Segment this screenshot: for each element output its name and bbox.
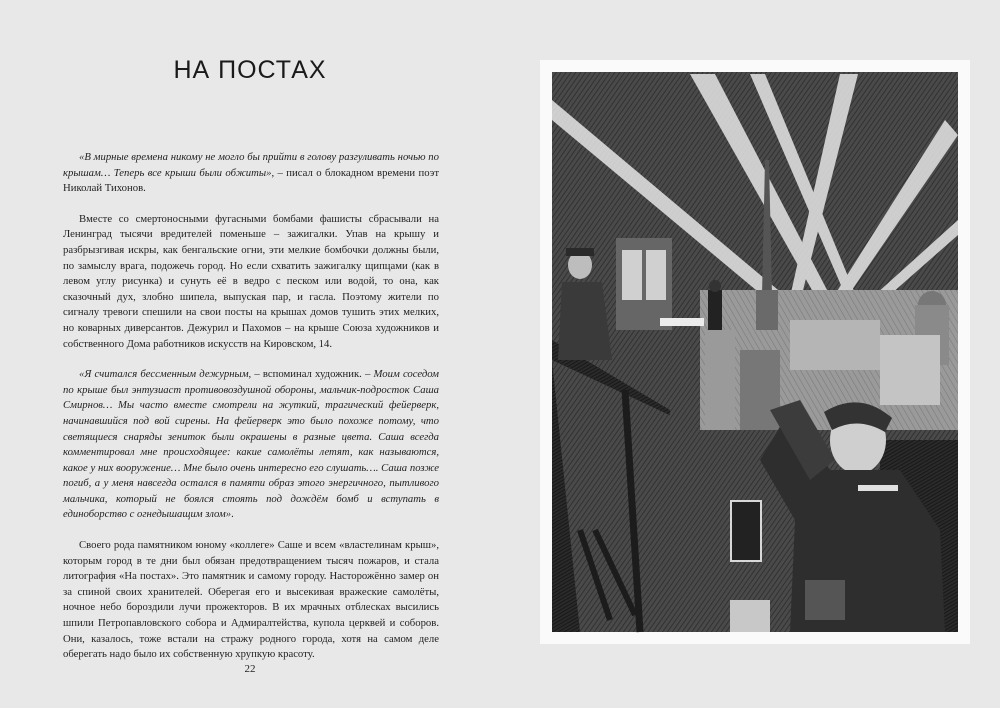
paragraph-3: [63, 367, 439, 523]
rooftop-lithograph-image: [540, 60, 970, 644]
artist-quote-end: .: [231, 508, 234, 521]
paragraph-2: Вместе со смертоносными фугасными бомбами фашисты сбрасывали на Ленинград тысячи вредителей поменьше – зажигалки. Упав на крышу и разбрызгивая искры, как бенгальские огни, эти мелкие бомбочки должны были, по замыслу врага, подожечь город. Но если схватить зажигалку щипцами (как в левом углу рисунка) и сунуть её в ведро с песком или водой, то она, как сказочный дух, злобно шипела, выпуская пар, и гасла. Поэтому жители по сигналу тревоги спешили на свои посты на крышах домов тушить этих мелких, но коварных диверсантов. Дежурил и Пахомов – на крыше Союза художников и собственного Дома работников искусств на Кировском, 14.: [63, 212, 439, 350]
page-title: НА ПОСТАХ: [173, 56, 327, 84]
tikhonov-quote: «В мирные времена никому не могло бы прийти в голову разгуливать ночью по крышам… Теперь все крыши были обжиты»: [63, 151, 439, 179]
paragraph-4: Своего рода памятником юному «коллеге» Саше и всем «властелинам крыш», которым город в те дни был обязан предотвращением тысяч пожаров, и стала литография «На постах». Это памятник и самому городу. Насторожённо замер он за спиной своих хранителей. Оберегая его и высекивая вражеские самолёты, ночное небо бороздили лучи прожекторов. В их мрачных отблесках высились шпили Петропавловского собора и Адмиралтейства, купола церквей и соборов. Они, казалось, тоже встали на стражу родного города, хотя на самом деле оберегать надо было их собственную хрупкую красоту.: [63, 539, 439, 661]
page-number: 22: [244, 663, 256, 675]
artist-quote-start: «Я считался бессменным дежурным,: [79, 368, 252, 381]
lithograph-illustration: [540, 60, 970, 644]
artist-quote-body: Моим соседом по крыше был энтузиаст противовоздушной обороны, мальчик-подросток Саша Смирнов… Мы часто вместе смотрели на жуткий, трагический фейерверк, начинавшийся под вой сирены. На фейерверк это было похоже потому, что светящиеся снаряды зениток были окрашены в разные цвета. Саша всегда комментировал мне происходящее: какие самолёты летят, как называются, какое у них вооружение… Мне было очень интересно его слушать…. Саша позже погиб, а у меня навсегда остался в памяти образ этого энергичного, пытливого мальчика, который не боялся стоять под дождём бомб и вступать в единоборство с огнедышащим злом»: [63, 368, 440, 521]
paragraph-1: [63, 150, 439, 197]
body-text: [63, 150, 439, 678]
quote-attribution: , – писал о блокадном времени поэт Николай Тихонов.: [63, 166, 440, 195]
artist-quote-attribution: – вспоминал художник. –: [251, 368, 374, 381]
